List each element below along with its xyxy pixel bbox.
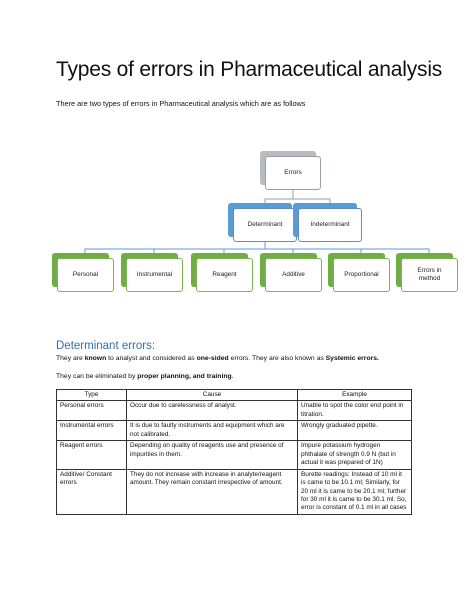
diagram-node-reagent: Reagent [196,258,253,292]
cell-example: Unable to spot the color end point in titration. [298,401,412,421]
table-row [57,469,412,514]
diagram-node-determinant: Determinant [233,208,297,242]
cell-type: Personal errors [57,401,127,421]
cell-type: Instrumental errors [57,421,127,441]
diagram-node-instrumental: Instrumental [126,258,183,292]
page-title: Types of errors in Pharmaceutical analysis [56,58,443,81]
header-type: Type [57,390,127,401]
header-cause: Cause [127,390,298,401]
cell-cause: Occur due to carelessness of analyst. [127,401,298,421]
header-example: Example [298,390,412,401]
error-types-table [56,389,412,515]
paragraph-known-errors: They are known to analyst and considered as one-sided errors. They are also known as Systemic errors. [56,355,379,362]
cell-cause: They do not increase with increase in analyte/reagent amount. They remain constant irrespective of amount. [127,469,298,514]
diagram-node-indeterminant: Indeterminant [298,208,362,242]
cell-cause: It is due to faulty instruments and equipment which are not calibrated. [127,421,298,441]
cell-example: Impure potassium hydrogen phthalate of strength 0.9 N (but in actual it was prepared of 1N) [298,441,412,469]
cell-type: Reagent errors [57,441,127,469]
table-row [57,421,412,441]
paragraph-elimination: They can be eliminated by proper planning, and training. [56,373,234,380]
diagram-node-proportional: Proportional [333,258,390,292]
diagram-node-errors-in-method: Errors in method [401,258,458,292]
cell-example: Burette readings: Instead of 10 ml it is came to be 10.1 ml; Similarly, for 20 ml it is came to be 20.1 ml; further for 30 ml it is came to be 30.1 ml. So, error is constant of 0.1 ml in all cases [298,469,412,514]
diagram-node-additive: Additive [265,258,322,292]
cell-cause: Depending on quality of reagents use and presence of impurities in them. [127,441,298,469]
diagram-node-personal: Personal [57,258,114,292]
diagram-node-errors: Errors [265,156,321,190]
table-row [57,401,412,421]
intro-text: There are two types of errors in Pharmaceutical analysis which are as follows [56,99,306,108]
cell-type: Additive/ Constant errors [57,469,127,514]
cell-example: Wrongly graduated pipette. [298,421,412,441]
table-header-row [57,390,412,401]
table-row [57,441,412,469]
section-heading: Determinant errors: [56,340,156,352]
